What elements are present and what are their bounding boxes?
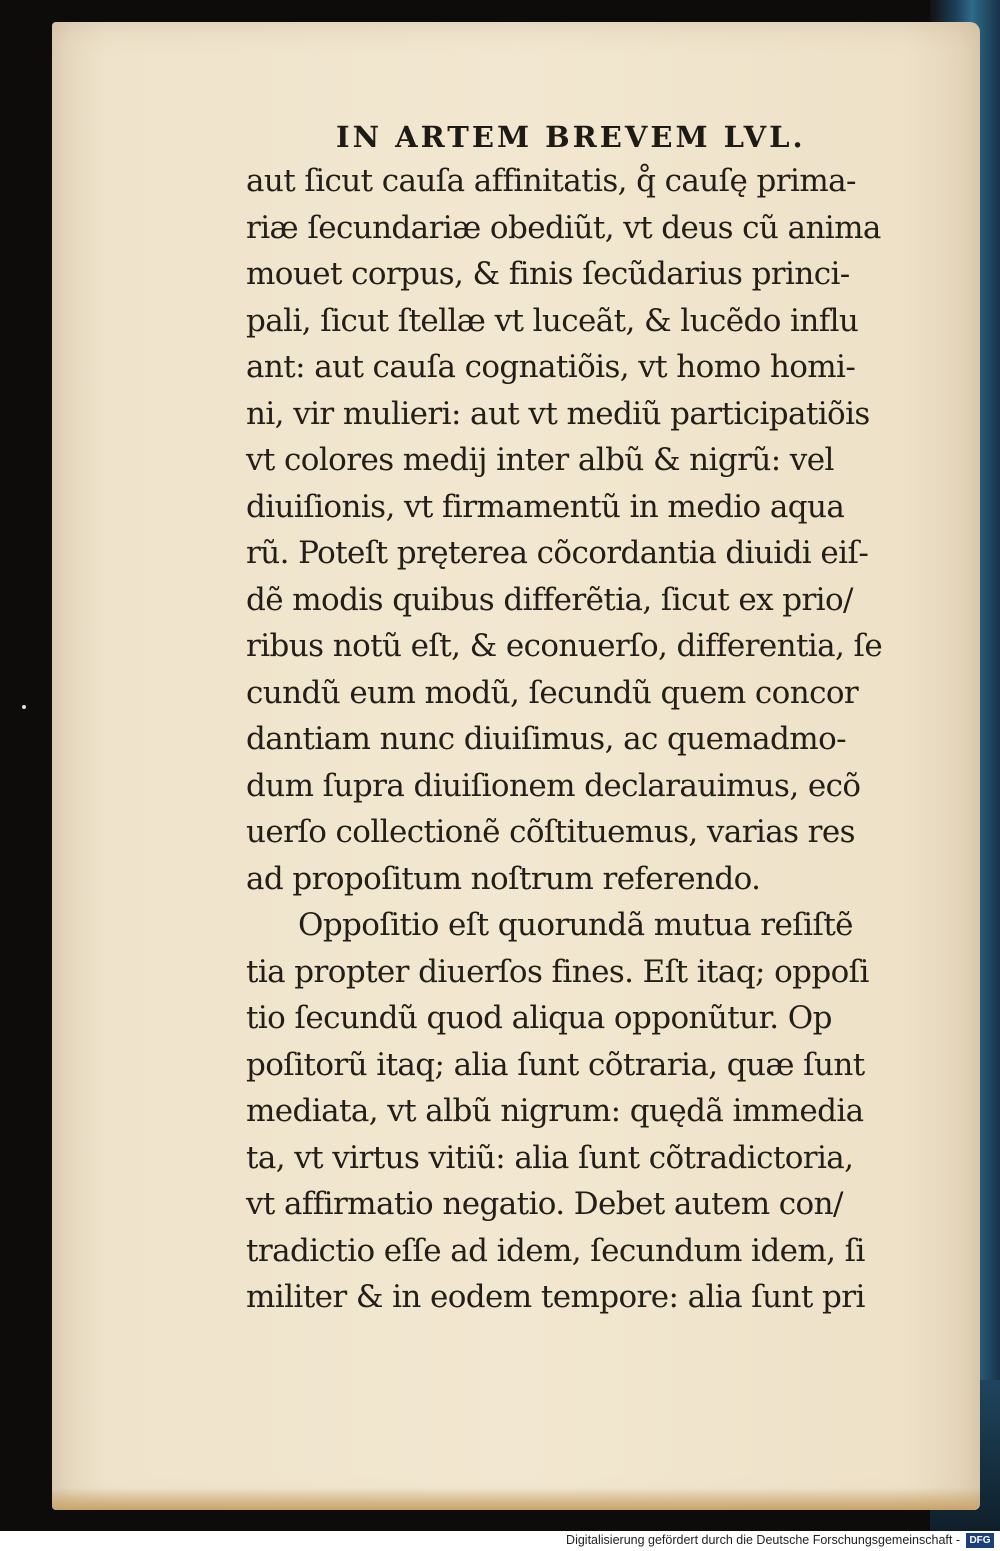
text-line: cundũ eum modũ, ſecundũ quem concor [246,674,859,711]
text-line: mouet corpus, & finis ſecũdarius princi- [246,256,850,292]
text-line: mediata, vt albũ nigrum: quędã immedia [246,1093,864,1129]
text-line: ant: aut cauſa cognatiõis, vt homo homi- [246,349,856,385]
paragraph-start-line: Oppoſitio eſt quorundã mutua reſiſtẽ [298,907,853,943]
text-line: pali, ſicut ſtellæ vt luceãt, & lucẽdo influ [246,302,859,339]
text-line: poſitorũ itaq; alia ſunt cõtraria, quæ ſunt [246,1046,865,1083]
text-line: dantiam nunc diuiſimus, ac quemadmo- [246,721,847,757]
text-line: vt affirmatio negatio. Debet autem con/ [246,1186,843,1222]
text-line: vt colores medij inter albũ & nigrũ: vel [246,442,834,478]
text-line: ad propoſitum noſtrum referendo. [246,860,761,897]
text-line: diuiſionis, vt firmamentũ in medio aqua [246,488,845,525]
text-line: tio ſecundũ quod aliqua opponũtur. Op [246,1000,832,1036]
text-line: aut ſicut cauſa affinitatis, q̊ cauſę prima- [246,163,856,199]
text-line: dum ſupra diuiſionem declarauimus, ecõ [246,767,861,804]
scan-dust-mark [22,705,26,709]
funding-credit: Digitalisierung gefördert durch die Deutsche Forschungsgemeinschaft - [566,1533,960,1547]
text-line: ni, vir mulieri: aut vt mediũ participatiõis [246,395,870,432]
running-header: IN ARTEM BREVEM LVL. [336,120,806,154]
body-text [246,158,948,1321]
text-line: tradictio eſſe ad idem, ſecundum idem, ſi [246,1232,865,1269]
text-line: tia propter diuerſos fines. Eſt itaq; oppoſi [246,953,869,990]
text-line: militer & in eodem tempore: alia ſunt pri [246,1279,865,1315]
text-line: dẽ modis quibus differẽtia, ſicut ex prio/ [246,581,853,618]
text-line: ta, vt virtus vitiũ: alia ſunt cõtradictoria, [246,1139,854,1176]
text-line: ribus notũ eſt, & econuerſo, differentia, ſe [246,628,883,664]
text-line: uerſo collectionẽ cõſtituemus, varias res [246,814,855,850]
text-line: rũ. Poteſt pręterea cõcordantia diuidi eiſ- [246,535,869,571]
footer-bar [0,1531,1000,1551]
dfg-logo: DFG [966,1533,994,1548]
page-bottom-edge [52,1488,980,1510]
text-line: riæ ſecundariæ obediũt, vt deus cũ anima [246,209,881,246]
